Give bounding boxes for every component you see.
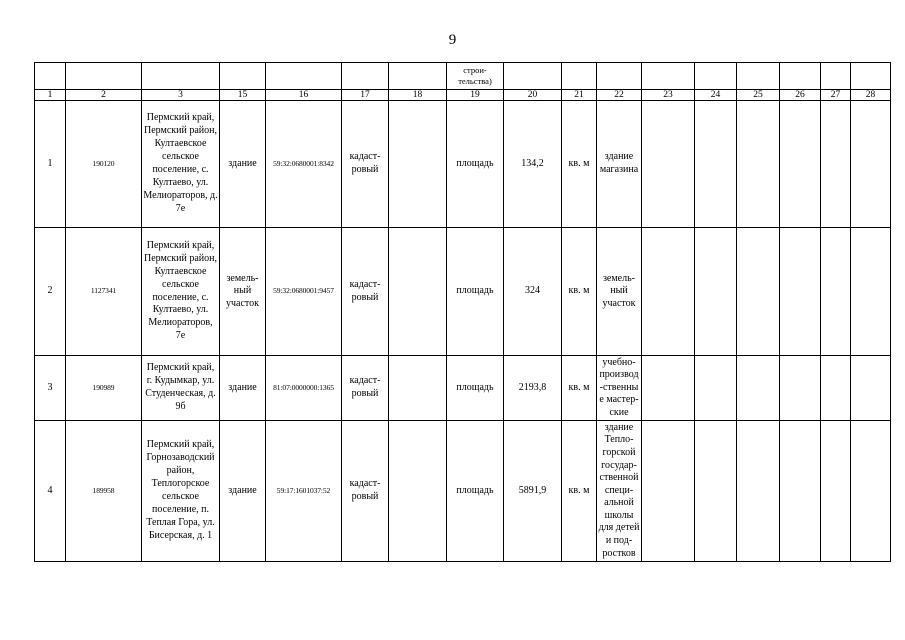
object-type: земель-ный участок	[220, 228, 266, 356]
header-cell	[821, 63, 851, 90]
column-number: 22	[597, 90, 642, 101]
column-number: 16	[266, 90, 342, 101]
header-cell	[695, 63, 737, 90]
registry-table	[34, 62, 891, 562]
column-number: 18	[389, 90, 447, 101]
empty-cell	[780, 356, 821, 421]
object-purpose: здание Тепло-горской государ-ственной специ-альной школы для детей и под-ростков	[597, 421, 642, 562]
empty-cell	[780, 228, 821, 356]
measure-unit: кв. м	[562, 101, 597, 228]
empty-cell	[737, 421, 780, 562]
header-cell	[737, 63, 780, 90]
table-row	[35, 228, 891, 356]
address: Пермский край, Пермский район, Култаевское сельское поселение, с. Култаево, ул. Мелиораторов, 7е	[142, 228, 220, 356]
object-purpose: здание магазина	[597, 101, 642, 228]
registry-code: 190989	[66, 356, 142, 421]
header-cell	[266, 63, 342, 90]
header-cell	[504, 63, 562, 90]
column-number: 26	[780, 90, 821, 101]
column-number: 17	[342, 90, 389, 101]
measure-unit: кв. м	[562, 228, 597, 356]
column-number: 28	[851, 90, 891, 101]
measure-value: 324	[504, 228, 562, 356]
object-type: здание	[220, 356, 266, 421]
object-purpose: земель-ный участок	[597, 228, 642, 356]
column-number: 23	[642, 90, 695, 101]
address: Пермский край, Горнозаводский район, Теплогорское сельское поселение, п. Теплая Гора, ул. Бисерская, д. 1	[142, 421, 220, 562]
header-cell	[597, 63, 642, 90]
header-cell	[35, 63, 66, 90]
header-cell	[642, 63, 695, 90]
empty-cell	[821, 228, 851, 356]
cadastral-number: 59:17:1601037:52	[266, 421, 342, 562]
header-cell	[562, 63, 597, 90]
measure-type: площадь	[447, 101, 504, 228]
empty-cell	[851, 421, 891, 562]
object-type: здание	[220, 101, 266, 228]
measure-type: площадь	[447, 356, 504, 421]
header-cell	[66, 63, 142, 90]
empty-cell	[642, 356, 695, 421]
table-row	[35, 421, 891, 562]
empty-cell	[642, 101, 695, 228]
row-number: 2	[35, 228, 66, 356]
table-row	[35, 101, 891, 228]
table-row	[35, 356, 891, 421]
number-kind: кадаст-ровый	[342, 421, 389, 562]
measure-type: площадь	[447, 228, 504, 356]
page-number: 9	[448, 32, 457, 48]
object-type: здание	[220, 421, 266, 562]
measure-value: 134,2	[504, 101, 562, 228]
cadastral-number: 81:07:0000000:1365	[266, 356, 342, 421]
empty-cell	[851, 228, 891, 356]
header-cell	[142, 63, 220, 90]
measure-type: площадь	[447, 421, 504, 562]
empty-cell	[821, 101, 851, 228]
address: Пермский край, г. Кудымкар, ул. Студенческая, д. 9б	[142, 356, 220, 421]
empty-cell	[737, 356, 780, 421]
column-18-cell	[389, 356, 447, 421]
empty-cell	[695, 228, 737, 356]
empty-cell	[737, 228, 780, 356]
header-cell	[220, 63, 266, 90]
cadastral-number: 59:32:0680001:8342	[266, 101, 342, 228]
registry-code: 1127341	[66, 228, 142, 356]
column-number: 20	[504, 90, 562, 101]
cadastral-number: 59:32:0680001:9457	[266, 228, 342, 356]
column-number-row	[35, 90, 891, 101]
measure-value: 2193,8	[504, 356, 562, 421]
row-number: 4	[35, 421, 66, 562]
empty-cell	[695, 356, 737, 421]
column-18-cell	[389, 101, 447, 228]
empty-cell	[851, 356, 891, 421]
empty-cell	[780, 101, 821, 228]
column-number: 1	[35, 90, 66, 101]
column-18-cell	[389, 228, 447, 356]
column-number: 3	[142, 90, 220, 101]
empty-cell	[642, 421, 695, 562]
empty-cell	[780, 421, 821, 562]
address: Пермский край, Пермский район, Култаевское сельское поселение, с. Култаево, ул. Мелиораторов, д. 7е	[142, 101, 220, 228]
header-cell	[780, 63, 821, 90]
measure-unit: кв. м	[562, 356, 597, 421]
empty-cell	[695, 421, 737, 562]
number-kind: кадаст-ровый	[342, 101, 389, 228]
column-number: 15	[220, 90, 266, 101]
measure-unit: кв. м	[562, 421, 597, 562]
row-number: 1	[35, 101, 66, 228]
header-cell	[342, 63, 389, 90]
row-number: 3	[35, 356, 66, 421]
column-number: 27	[821, 90, 851, 101]
header-cell-construction: строи- тельства)	[447, 63, 504, 90]
object-purpose: учебно-производ-ственные мастер-ские	[597, 356, 642, 421]
header-row	[35, 63, 891, 90]
column-18-cell	[389, 421, 447, 562]
column-number: 21	[562, 90, 597, 101]
empty-cell	[642, 228, 695, 356]
column-number: 2	[66, 90, 142, 101]
empty-cell	[737, 101, 780, 228]
empty-cell	[695, 101, 737, 228]
empty-cell	[821, 421, 851, 562]
number-kind: кадаст-ровый	[342, 228, 389, 356]
header-cell	[851, 63, 891, 90]
column-number: 19	[447, 90, 504, 101]
column-number: 25	[737, 90, 780, 101]
empty-cell	[851, 101, 891, 228]
number-kind: кадаст-ровый	[342, 356, 389, 421]
measure-value: 5891,9	[504, 421, 562, 562]
registry-code: 189958	[66, 421, 142, 562]
empty-cell	[821, 356, 851, 421]
header-cell	[389, 63, 447, 90]
column-number: 24	[695, 90, 737, 101]
registry-code: 190120	[66, 101, 142, 228]
